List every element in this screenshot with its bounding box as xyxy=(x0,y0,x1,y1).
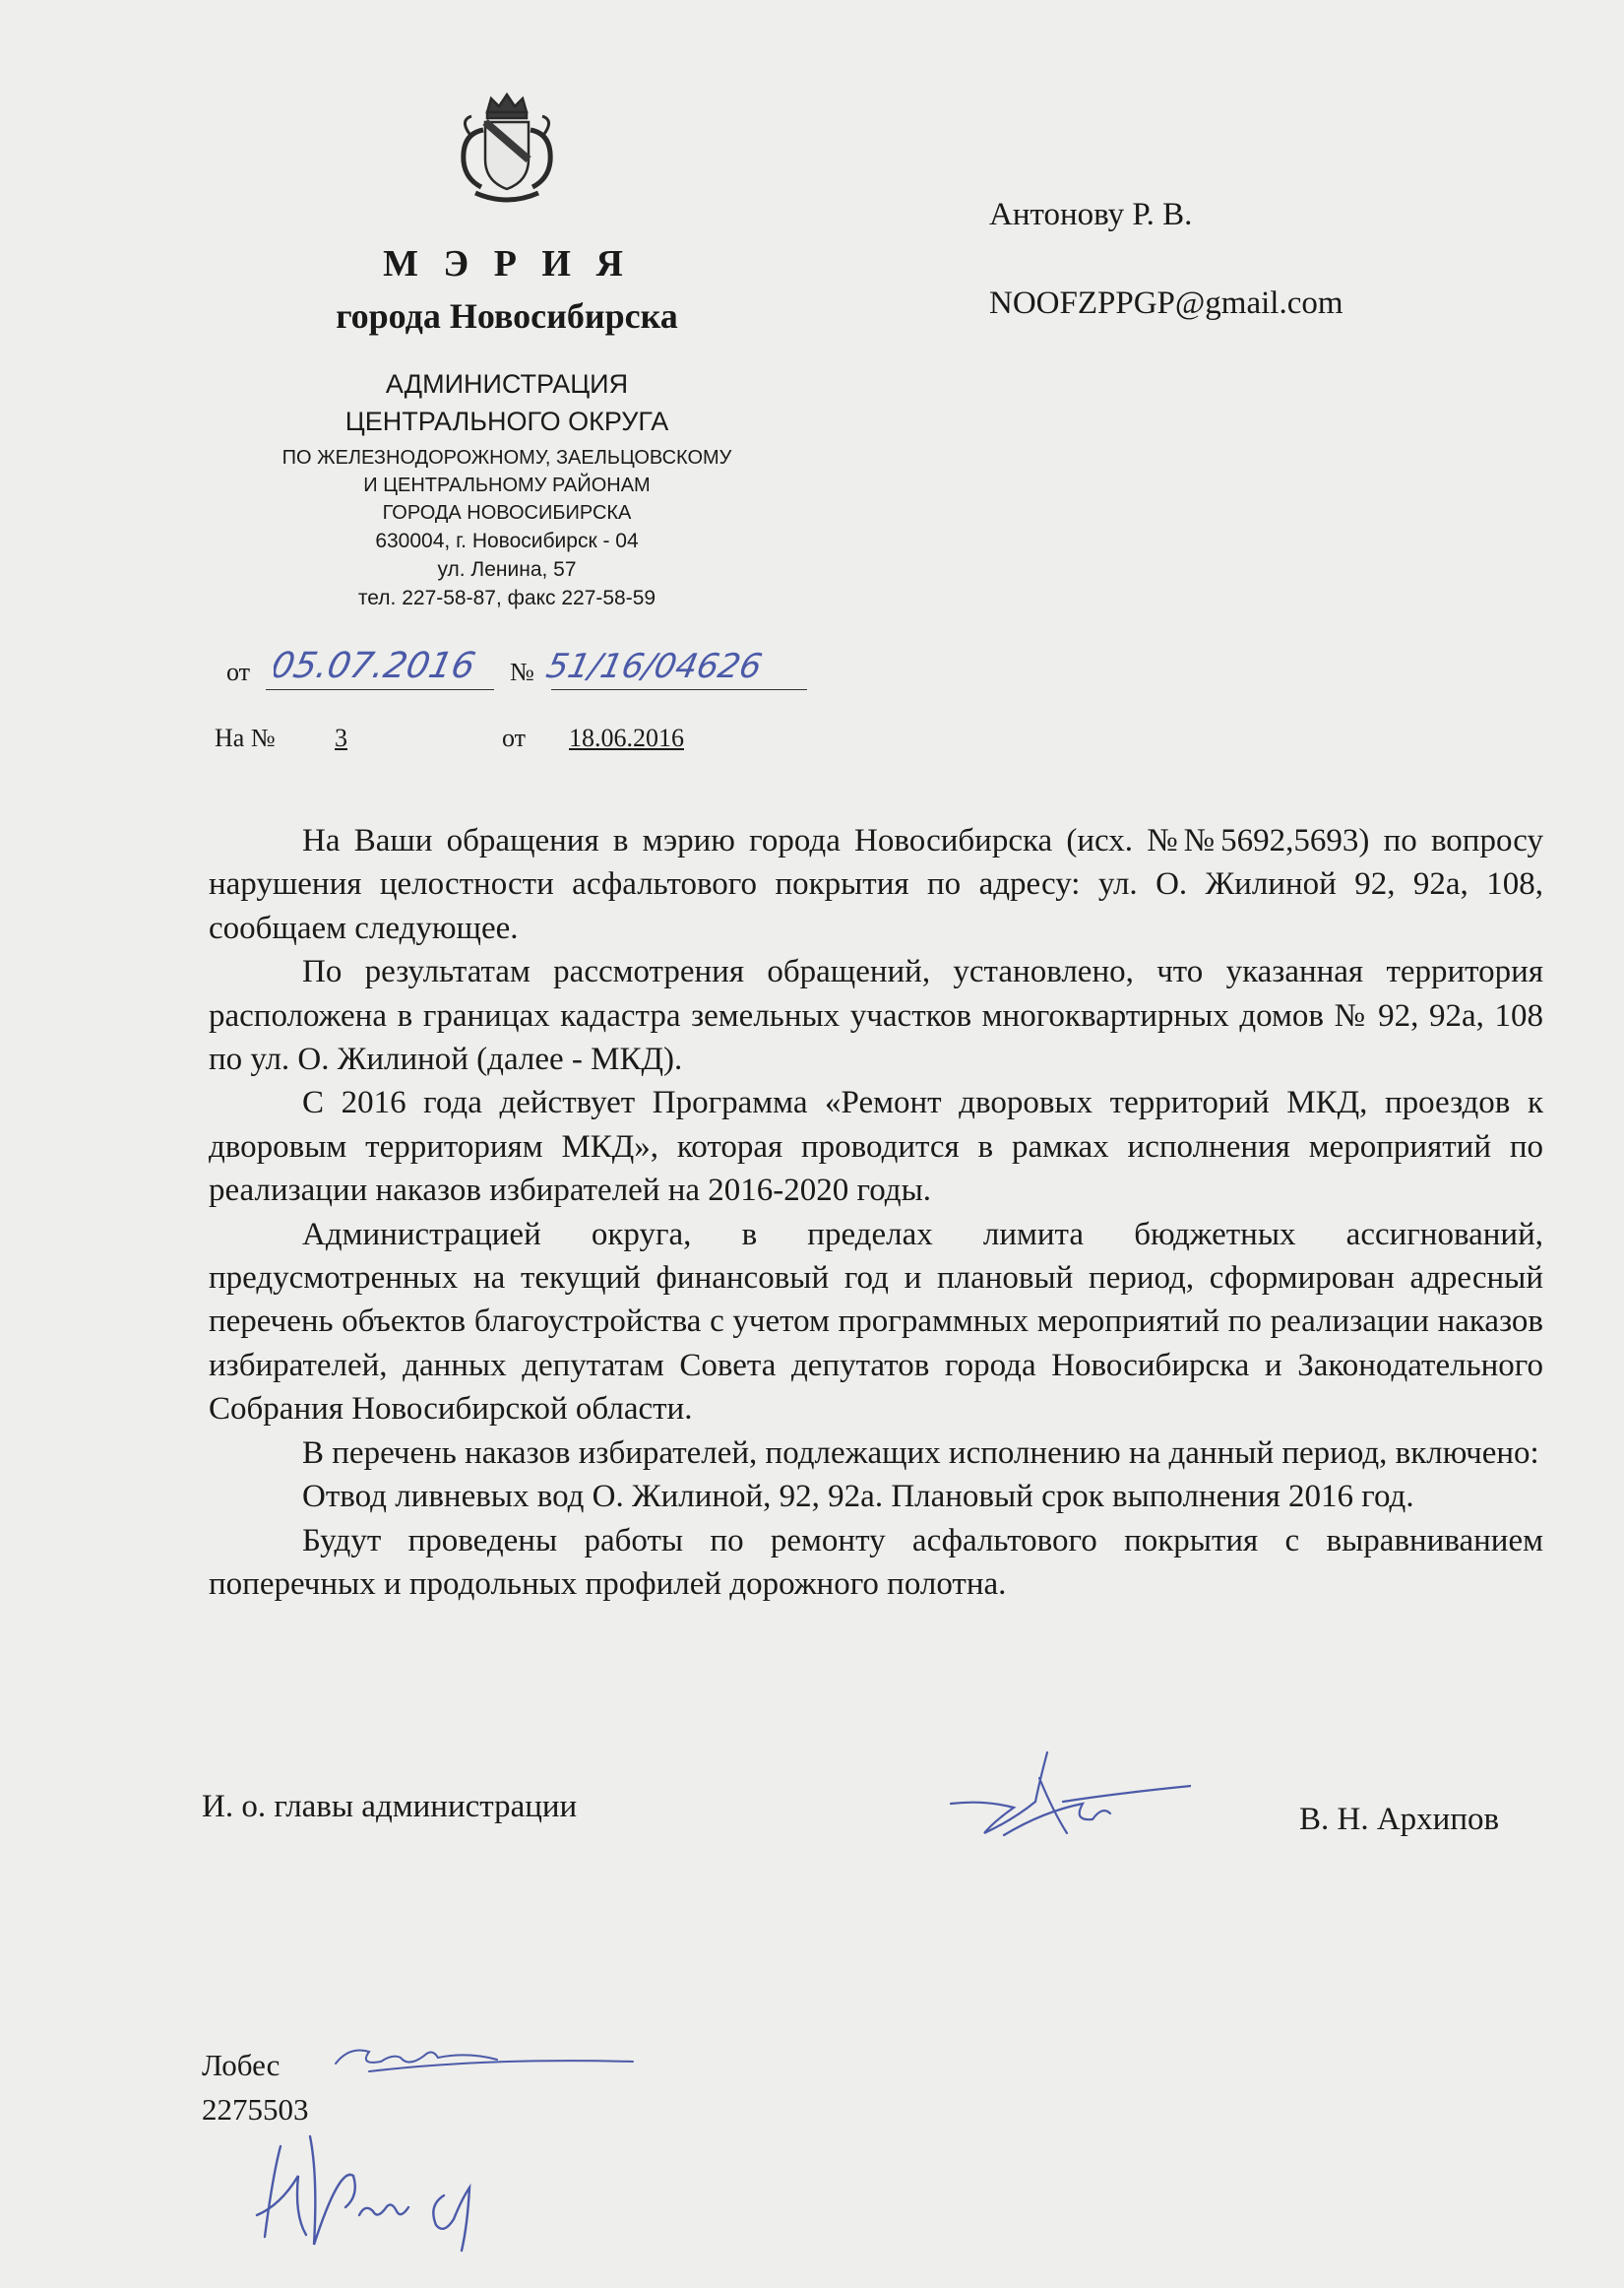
body-paragraph: Администрацией округа, в пределах лимита бюджетных ассигнований, предусмотренных на текущий финансовый год и плановый период, сформирован адресный перечень объектов благоустройства с учетом программных мероприятий по реализации наказов избирателей, данных депутатам Совета депутатов города Новосибирска и Законодательного Собрания Новосибирской области. xyxy=(209,1216,1543,1428)
executor-phone: 2275503 xyxy=(202,2092,309,2127)
coat-of-arms-icon xyxy=(448,91,566,209)
svg-text:51/16/04626: 51/16/04626 xyxy=(543,647,766,686)
registration-date-label: от xyxy=(226,658,251,686)
body-paragraph: С 2016 года действует Программа «Ремонт дворовых территорий МКД, проездов к дворовым территориям МКД», которая проводится в рамках исполнения мероприятий по реализации наказов избирателей на 2016-2020 годы. xyxy=(209,1085,1543,1209)
reference-number-label: На № xyxy=(215,724,276,752)
registration-date-handwritten xyxy=(274,638,492,689)
reference-number: 3 xyxy=(335,724,347,752)
addressee-email: NOOFZPPGP@gmail.com xyxy=(989,286,1343,321)
letterhead-admin-line2: ЦЕНТРАЛЬНОГО ОКРУГА xyxy=(344,407,669,436)
body-paragraph: По результатам рассмотрения обращений, установлено, что указанная территория расположена в границах кадастра земельных участков многоквартирных домов № 92, 92а, 108 по ул. О. Жилиной (далее - МКД). xyxy=(209,954,1543,1078)
registration-number-label: № xyxy=(510,658,534,686)
registration-number-handwritten xyxy=(543,638,815,689)
body-paragraph: Будут проведены работы по ремонту асфальтового покрытия с выравниванием поперечных и продольных профилей дорожного полотна. xyxy=(209,1522,1543,1602)
body-paragraph: Отвод ливневых вод О. Жилиной, 92, 92а. Плановый срок выполнения 2016 год. xyxy=(302,1479,1414,1515)
executor-name: Лобес xyxy=(202,2048,281,2082)
body-paragraph: В перечень наказов избирателей, подлежащих исполнению на данный период, включено: xyxy=(302,1434,1539,1471)
letterhead-city: города Новосибирска xyxy=(336,296,678,336)
letterhead-contacts: тел. 227-58-87, факс 227-58-59 xyxy=(357,587,656,609)
letterhead-address-line1: 630004, г. Новосибирск - 04 xyxy=(375,530,639,552)
reference-date-label: от xyxy=(502,724,527,752)
signatory-title: И. о. главы администрации xyxy=(202,1789,578,1824)
executor-initials-handwritten xyxy=(330,2028,645,2087)
registration-number-underline xyxy=(551,689,807,690)
letterhead-district-line3: ГОРОДА НОВОСИБИРСКА xyxy=(382,502,632,524)
registration-date-underline xyxy=(266,689,494,690)
letterhead-district-line1: ПО ЖЕЛЕЗНОДОРОЖНОМУ, ЗАЕЛЬЦОВСКОМУ xyxy=(281,447,732,469)
letterhead-title: М Э Р И Я xyxy=(383,243,631,285)
handwritten-note xyxy=(251,2117,497,2264)
letterhead-admin-line1: АДМИНИСТРАЦИЯ xyxy=(385,369,629,399)
letter-body xyxy=(209,819,1543,1606)
handwritten-signature xyxy=(945,1743,1191,1851)
letterhead-address-line2: ул. Ленина, 57 xyxy=(437,558,577,581)
reference-date: 18.06.2016 xyxy=(569,724,684,752)
addressee-name: Антонову Р. В. xyxy=(989,197,1193,232)
svg-text:05.07.2016: 05.07.2016 xyxy=(274,644,479,686)
letterhead-district-line2: И ЦЕНТРАЛЬНОМУ РАЙОНАМ xyxy=(363,475,651,496)
body-paragraph: На Ваши обращения в мэрию города Новосибирска (исх. №№5692,5693) по вопросу нарушения целостности асфальтового покрытия по адресу: ул. О. Жилиной 92, 92а, 108, сообщаем следующее. xyxy=(209,823,1543,946)
signatory-name: В. Н. Архипов xyxy=(1299,1802,1500,1837)
